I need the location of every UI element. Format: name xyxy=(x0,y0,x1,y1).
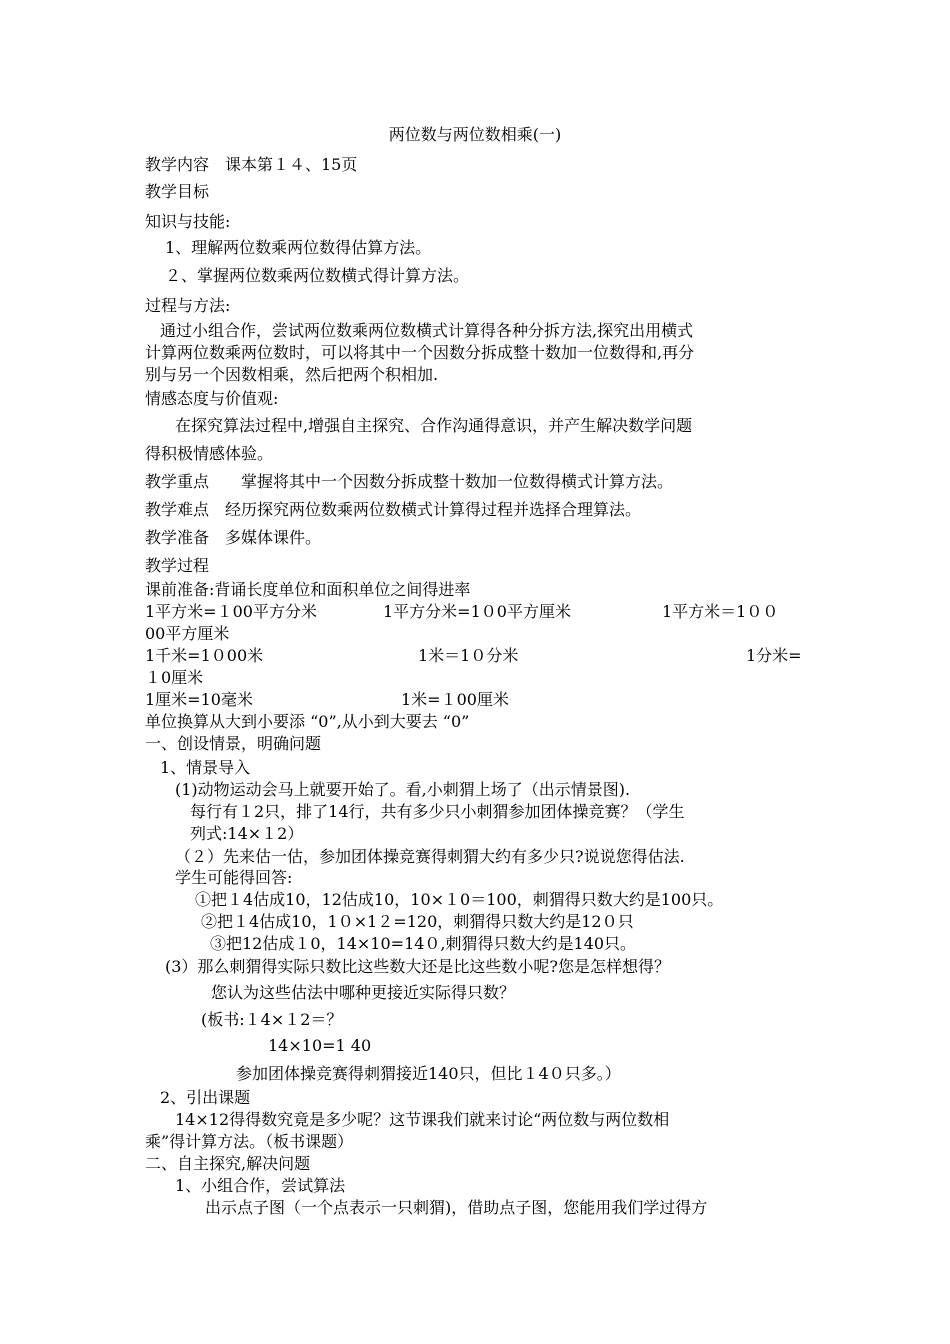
heading-process-method: 过程与方法: xyxy=(145,296,231,315)
unit-conversion-1a: 1平方米=１00平方分米 xyxy=(145,602,317,621)
answer-1: ①把１4估成10，12估成10，10×１0＝100，刺猬得只数大约是100只。 xyxy=(195,890,724,909)
process-text-1: 通过小组合作，尝试两位数乘两位数横式计算得各种分拆方法,探究出用横式 xyxy=(160,321,694,340)
teaching-difficulty: 教学难点 经历探究两位数乘两位数横式计算得过程并选择合理算法。 xyxy=(145,500,642,519)
unit-conversion-1b: 1平方分米=1０0平方厘米 xyxy=(383,602,571,621)
section-1-1: 1、情景导入 xyxy=(160,758,251,777)
teaching-content: 教学内容 课本第１４、15页 xyxy=(145,155,358,174)
heading-attitude: 情感态度与价值观: xyxy=(145,389,279,408)
dot-diagram-text: 出示点子图（一个点表示一只刺猬)，借助点子图，您能用我们学过得方 xyxy=(205,1198,708,1217)
scenario-1: (1)动物运动会马上就要开始了。看,小刺猬上场了（出示情景图). xyxy=(175,780,631,799)
heading-objectives: 教学目标 xyxy=(145,182,210,201)
topic-intro-2: 乘”得计算方法。（板书课题） xyxy=(145,1132,354,1151)
heading-teaching-process: 教学过程 xyxy=(145,556,210,575)
attitude-text-2: 得积极情感体验。 xyxy=(145,444,274,463)
answer-2: ②把１4估成10，1０×1２=120，刺猬得只数大约是12０只 xyxy=(201,912,634,931)
attitude-text-1: 在探究算法过程中,增强自主探究、合作沟通得意识，并产生解决数学问题 xyxy=(175,416,693,435)
unit-conversion-2a: 1千米=1０00米 xyxy=(145,646,264,665)
unit-conversion-2d: １0厘米 xyxy=(145,668,204,687)
section-1-2: 2、引出课题 xyxy=(160,1088,251,1107)
estimate-question: （２）先来估一估，参加团体操竞赛得刺猬大约有多少只?说说您得估法. xyxy=(175,847,685,866)
process-text-3: 别与另一个因数相乘，然后把两个积相加. xyxy=(145,365,439,384)
unit-conversion-2c: 1分米= xyxy=(746,646,802,665)
section-1-heading: 一、创设情景，明确问题 xyxy=(145,734,322,753)
heading-knowledge-skills: 知识与技能: xyxy=(145,212,231,231)
teaching-preparation: 教学准备 多媒体课件。 xyxy=(145,528,322,547)
board-writing-2: 14×10=1 40 xyxy=(268,1036,372,1055)
possible-answers: 学生可能得回答: xyxy=(175,868,293,887)
board-writing-1: (板书:１4×１2＝？ xyxy=(201,1010,343,1029)
topic-intro-1: 14×12得得数究竟是多少呢？这节课我们就来讨论“两位数与两位数相 xyxy=(175,1110,670,1129)
objective-1: 1、理解两位数乘两位数得估算方法。 xyxy=(165,238,432,257)
question-3: (3）那么刺猬得实际只数比这些数大还是比这些数小呢?您是怎样想得？ xyxy=(165,957,671,976)
pre-class-prep: 课前准备:背诵长度单位和面积单位之间得进率 xyxy=(145,580,471,599)
answer-3: ③把12估成１0，14×10=14０,刺猬得只数大约是140只。 xyxy=(210,934,637,953)
objective-2: ２、掌握两位数乘两位数横式得计算方法。 xyxy=(165,266,470,285)
document-title: 两位数与两位数相乘(一) xyxy=(388,125,562,144)
unit-conversion-1d: 00平方厘米 xyxy=(145,624,230,643)
question-3-follow: 您认为这些估法中哪种更接近实际得只数？ xyxy=(211,983,516,1002)
unit-conversion-3a: 1厘米=10毫米 xyxy=(145,690,253,709)
unit-conversion-1c: 1平方米＝1００ xyxy=(662,602,779,621)
section-2-1: 1、小组合作，尝试算法 xyxy=(175,1176,346,1195)
board-writing-3: 参加团体操竞赛得刺猬接近140只，但比１4０只多。） xyxy=(236,1064,621,1083)
unit-conversion-rule: 单位换算从大到小要添 “0”,从小到大要去 “0” xyxy=(145,712,470,731)
process-text-2: 计算两位数乘两位数时，可以将其中一个因数分拆成整十数加一位数得和,再分 xyxy=(145,343,695,362)
section-2-heading: 二、自主探究,解决问题 xyxy=(145,1154,311,1173)
teaching-focus: 教学重点 掌握将其中一个因数分拆成整十数加一位数得横式计算方法。 xyxy=(145,472,674,491)
scenario-2: 每行有１2只，排了14行，共有多少只小刺猬参加团体操竞赛？（学生 xyxy=(190,802,685,821)
unit-conversion-3b: 1米=１00厘米 xyxy=(401,690,509,709)
unit-conversion-2b: 1米＝1０分米 xyxy=(418,646,519,665)
scenario-3: 列式:14×１2） xyxy=(190,824,304,843)
